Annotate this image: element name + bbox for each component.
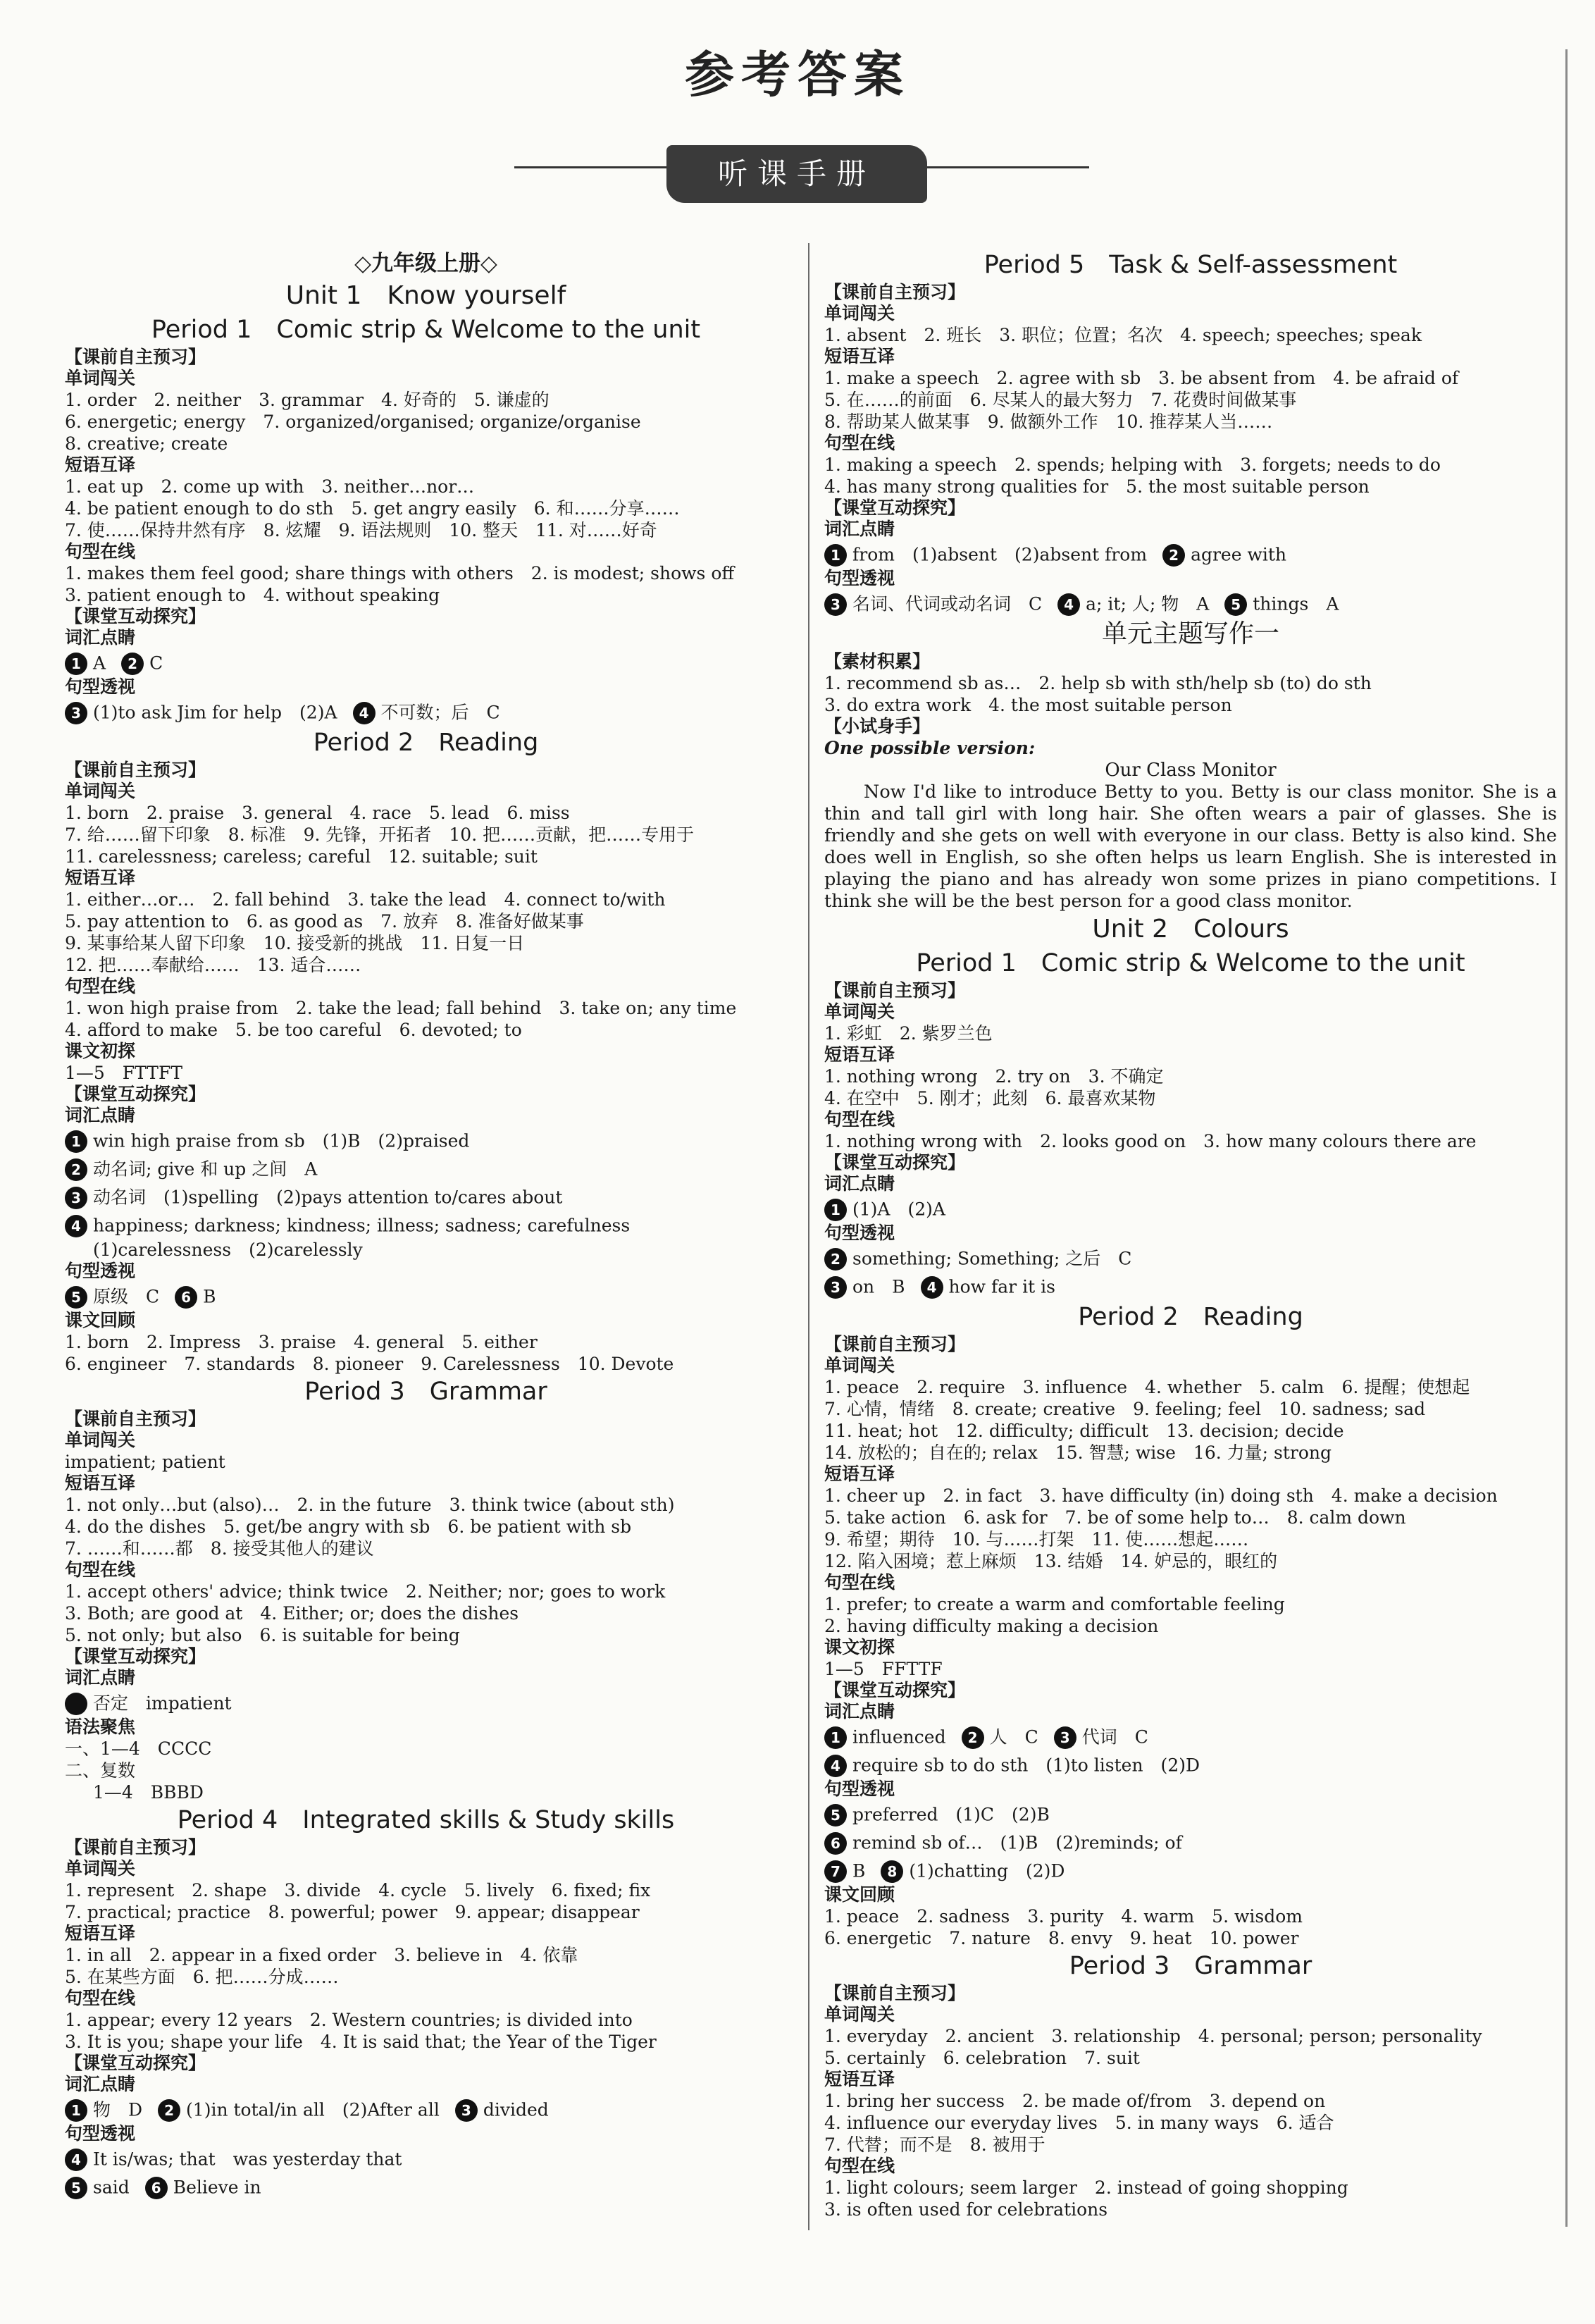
section-label: 【课前自主预习】 [824, 1983, 966, 2003]
circled-number-icon: 5 [1224, 593, 1247, 616]
circled-number-icon: 2 [962, 1726, 984, 1749]
section-label: 【课前自主预习】 [824, 980, 966, 1001]
page-title: 参考答案 [685, 46, 910, 104]
answer-text: 代词 C [1081, 1726, 1148, 1748]
answer-text: 物 D [93, 2099, 143, 2120]
answer-line: 9. 希望；期待 10. 与……打架 11. 使……想起…… [824, 1529, 1249, 1550]
circled-number-icon: 3 [455, 2099, 478, 2122]
answer-text: B [852, 1860, 866, 1881]
subsection-label: 词汇点睛 [824, 1173, 895, 1194]
section-label: 【课前自主预习】 [65, 760, 206, 780]
answer-text: C [149, 653, 163, 674]
subsection-label: 句型在线 [824, 433, 895, 453]
subsection-label: 课文回顾 [65, 1310, 136, 1330]
section-label: 【课前自主预习】 [824, 282, 966, 302]
circled-number-icon: 3 [824, 593, 847, 616]
circled-number-icon: 6 [175, 1286, 197, 1309]
answer-line: 5. certainly 6. celebration 7. suit [824, 2048, 1140, 2068]
answer-text: 否定 impatient [93, 1693, 232, 1714]
circled-number-icon: 2 [824, 1248, 847, 1271]
answer-line: 12. 陷入困境；惹上麻烦 13. 结婚 14. 妒忌的，眼红的 [824, 1551, 1278, 1571]
answer-text: It is/was; that was yesterday that [93, 2149, 402, 2170]
circled-answer-line [65, 648, 787, 676]
answer-line: 5. take action 6. ask for 7. be of some help to… 8. calm down [824, 1507, 1406, 1528]
answer-text: 原级 C [93, 1286, 160, 1307]
subsection-label: 句型在线 [65, 976, 136, 996]
answer-line: 6. energetic 7. nature 8. envy 9. heat 10. power [824, 1928, 1299, 1948]
answer-text: (1)A (2)A [852, 1199, 945, 1220]
subsection-label: 课文回顾 [824, 1884, 895, 1905]
circled-answer-line [824, 1800, 1557, 1828]
left-column [65, 248, 787, 2201]
answer-text: 动名词; give 和 up 之间 A [93, 1158, 318, 1180]
answer-text: 动名词 (1)spelling (2)pays attention to/cares about [93, 1187, 563, 1208]
circled-number-icon: 5 [65, 1286, 87, 1309]
circled-answer-line [824, 1856, 1557, 1884]
subsection-label: 短语互译 [824, 1044, 895, 1065]
answer-text: agree with [1191, 544, 1286, 565]
circled-number-icon: 1 [65, 2099, 87, 2122]
answer-line: 1. prefer; to create a warm and comfortable feeling [824, 1594, 1285, 1614]
circled-number-icon: 1 [65, 653, 87, 675]
subsection-label: 句型在线 [65, 1988, 136, 2008]
subsection-label: 句型在线 [824, 2156, 895, 2176]
answer-line: 4. influence our everyday lives 5. in many ways 6. 适合 [824, 2113, 1334, 2133]
answer-line: 1. born 2. praise 3. general 4. race 5. lead 6. miss [65, 803, 570, 823]
answer-line: 7. ……和……都 8. 接受其他人的建议 [65, 1538, 374, 1559]
answer-line: 1. peace 2. require 3. influence 4. whether 5. calm 6. 提醒；使想起 [824, 1377, 1470, 1397]
subsection-label: 短语互译 [824, 2069, 895, 2089]
answer-line: 1. bring her success 2. be made of/from 3. depend on [824, 2091, 1326, 2111]
answer-line: 3. is often used for celebrations [824, 2199, 1108, 2220]
circled-number-icon: 3 [1054, 1726, 1076, 1749]
circled-number-icon: 3 [65, 1187, 87, 1209]
subsection-label: 单词闯关 [824, 303, 895, 323]
subsection-label: 单词闯关 [824, 1355, 895, 1376]
essay-paragraph: Now I'd like to introduce Betty to you. Betty is our class monitor. She is a thin and tall girl with long hair. She often wears a pair of glasses. She is friendly and she gets on well with everyone in our class. Betty is also kind. She does well in English, so she often helps us learn English. She is interested in playing the piano and has already won some prizes in piano competitions. I think she will be the best person for a good class monitor. [824, 781, 1557, 912]
subsection-label: 短语互译 [65, 1473, 136, 1493]
answer-text: a; it; 人; 物 A [1086, 593, 1210, 614]
period-heading: Period 3 Grammar [304, 1378, 547, 1406]
answer-line: 1—5 FTTFT [65, 1063, 182, 1083]
answer-text: on B [852, 1276, 905, 1297]
answer-line: 1. nothing wrong 2. try on 3. 不确定 [824, 1066, 1164, 1087]
column-divider [808, 243, 809, 2230]
answer-text: how far it is [948, 1276, 1055, 1297]
answer-line: 7. practical; practice 8. powerful; power 9. appear; disappear [65, 1902, 640, 1922]
answer-text: A [93, 653, 106, 674]
grade-heading: ◇九年级上册◇ [354, 251, 497, 276]
subsection-label: 词汇点睛 [65, 1667, 136, 1688]
circled-number-icon: 4 [65, 1215, 87, 1237]
answer-line: 3. It is you; shape your life 4. It is said that; the Year of the Tiger [65, 2032, 657, 2052]
answer-line: 1. makes them feel good; share things with others 2. is modest; shows off [65, 563, 735, 583]
section-label: 【素材积累】 [824, 651, 931, 672]
circled-number-icon: 8 [881, 1860, 903, 1883]
circled-answer-line [65, 1154, 787, 1182]
answer-text: divided [483, 2099, 549, 2120]
circled-answer-line [824, 1244, 1557, 1272]
circled-answer-line [824, 589, 1557, 617]
subsection-label: 短语互译 [65, 867, 136, 888]
subsection-label: 单词闯关 [65, 1430, 136, 1450]
period-heading: Period 2 Reading [313, 729, 539, 757]
answer-line: 1. peace 2. sadness 3. purity 4. warm 5. wisdom [824, 1906, 1303, 1927]
unit-heading: 单元主题写作一 [1101, 619, 1279, 648]
answer-line: 1. light colours; seem larger 2. instead of going shopping [824, 2177, 1348, 2198]
circled-answer-line [824, 1194, 1557, 1223]
answer-text: happiness; darkness; kindness; illness; sadness; carefulness [93, 1215, 631, 1236]
answer-text: 人 C [989, 1726, 1038, 1748]
answer-text: from (1)absent (2)absent from [852, 544, 1148, 565]
answer-text: things A [1253, 593, 1339, 614]
circled-answer-line [65, 1688, 787, 1717]
subsection-label: 单词闯关 [65, 1858, 136, 1879]
answer-line: 5. pay attention to 6. as good as 7. 放弃 8. 准备好做某事 [65, 911, 584, 932]
section-banner: 听课手册 [666, 145, 927, 203]
circled-answer-line [65, 2095, 787, 2123]
period-heading: Period 4 Integrated skills & Study skills [177, 1806, 675, 1834]
answer-line: 3. patient enough to 4. without speaking [65, 585, 440, 605]
circled-number-icon: 1 [824, 544, 847, 567]
answer-line: 1. 彩虹 2. 紫罗兰色 [824, 1023, 993, 1044]
answer-line: 1. either…or… 2. fall behind 3. take the lead 4. connect to/with [65, 889, 666, 910]
circled-number-icon: 7 [824, 1860, 847, 1883]
subsection-label: 句型在线 [824, 1109, 895, 1130]
answer-line: 4. afford to make 5. be too careful 6. devoted; to [65, 1020, 522, 1040]
answer-line: 5. 在某些方面 6. 把……分成…… [65, 1967, 339, 1987]
answer-line: 二、复数 [65, 1760, 136, 1781]
answer-line: 7. 使……保持井然有序 8. 炫耀 9. 语法规则 10. 整天 11. 对……好奇 [65, 520, 657, 540]
circled-answer-line [824, 1722, 1557, 1750]
section-label: 【课堂互动探究】 [65, 2053, 206, 2073]
answer-line: 1—4 BBBD [93, 1782, 204, 1803]
subsection-label: 句型透视 [65, 2123, 136, 2144]
essay-title: Our Class Monitor [1105, 760, 1277, 781]
answer-text: (1)to ask Jim for help (2)A [93, 702, 337, 723]
answer-text: remind sb of… (1)B (2)reminds; of [852, 1832, 1182, 1853]
section-label: 【课前自主预习】 [824, 1334, 966, 1354]
circled-number-icon: 4 [353, 702, 376, 724]
section-label: 【课前自主预习】 [65, 1409, 206, 1429]
answer-line: 7. 代替；而不是 8. 被用于 [824, 2134, 1045, 2155]
essay-label: One possible version: [824, 738, 1036, 758]
subsection-label: 短语互译 [65, 455, 136, 475]
circled-number-icon: 2 [121, 653, 144, 675]
answer-line: 5. not only; but also 6. is suitable for being [65, 1625, 460, 1645]
answer-text: B [203, 1286, 216, 1307]
circled-number-icon: 1 [65, 1130, 87, 1153]
section-label: 【课堂互动探究】 [65, 606, 206, 626]
subsection-label: 词汇点睛 [65, 627, 136, 648]
answer-text: something; Something; 之后 C [852, 1248, 1132, 1269]
circled-number-icon [65, 1693, 87, 1715]
answer-line: 3. do extra work 4. the most suitable person [824, 695, 1232, 715]
answer-line: 11. carelessness; careless; careful 12. suitable; suit [65, 846, 538, 867]
answer-line: 1. appear; every 12 years 2. Western countries; is divided into [65, 2010, 633, 2030]
answer-text: Believe in [173, 2177, 261, 2198]
subsection-label: 词汇点睛 [65, 1105, 136, 1125]
circled-answer-line [824, 540, 1557, 568]
answer-line: 4. 在空中 5. 刚才；此刻 6. 最喜欢某物 [824, 1088, 1156, 1108]
answer-line: 3. Both; are good at 4. Either; or; does the dishes [65, 1603, 519, 1624]
subsection-label: 课文初探 [65, 1041, 136, 1061]
subsection-label: 词汇点睛 [65, 2074, 136, 2094]
answer-line: 1. won high praise from 2. take the lead; fall behind 3. take on; any time [65, 998, 737, 1018]
answer-line: 4. do the dishes 5. get/be angry with sb 6. be patient with sb [65, 1516, 632, 1537]
period-heading: Period 1 Comic strip & Welcome to the unit [916, 949, 1465, 977]
answer-text: said [93, 2177, 130, 2198]
subsection-label: 句型透视 [824, 1779, 895, 1799]
section-label: 【课堂互动探究】 [824, 1680, 966, 1700]
subsection-label: 语法聚焦 [65, 1717, 136, 1737]
answer-text: influenced [852, 1726, 946, 1748]
answer-line: 1. everyday 2. ancient 3. relationship 4. personal; person; personality [824, 2026, 1482, 2046]
answer-line: (1)carelessness (2)carelessly [93, 1240, 363, 1260]
circled-answer-line [65, 1282, 787, 1310]
circled-answer-line [65, 2144, 787, 2172]
subsection-label: 单词闯关 [65, 368, 136, 388]
subsection-label: 词汇点睛 [824, 1701, 895, 1722]
subsection-label: 句型透视 [65, 676, 136, 697]
answer-line: 7. 给……留下印象 8. 标准 9. 先锋，开拓者 10. 把……贡献，把……专用于 [65, 824, 695, 845]
circled-number-icon: 4 [65, 2149, 87, 2171]
subsection-label: 句型透视 [824, 568, 895, 588]
answer-line: 1. not only…but (also)… 2. in the future 3. think twice (about sth) [65, 1495, 675, 1515]
section-label: 【课前自主预习】 [65, 1837, 206, 1858]
answer-line: 9. 某事给某人留下印象 10. 接受新的挑战 11. 日复一日 [65, 933, 525, 953]
right-column [824, 248, 1557, 2220]
circled-number-icon: 4 [921, 1276, 943, 1299]
circled-answer-line [65, 1126, 787, 1154]
subsection-label: 句型透视 [824, 1223, 895, 1243]
period-heading: Period 1 Comic strip & Welcome to the unit [151, 316, 701, 344]
subsection-label: 句型在线 [65, 541, 136, 562]
answer-text: preferred (1)C (2)B [852, 1804, 1050, 1825]
answer-line: 2. having difficulty making a decision [824, 1616, 1159, 1636]
circled-number-icon: 4 [1057, 593, 1080, 616]
circled-answer-line [824, 1272, 1557, 1300]
answer-line: 4. be patient enough to do sth 5. get angry easily 6. 和……分享…… [65, 498, 680, 519]
answer-text: (1)in total/in all (2)After all [186, 2099, 440, 2120]
circled-number-icon: 2 [1162, 544, 1185, 567]
answer-line: 6. engineer 7. standards 8. pioneer 9. Carelessness 10. Devote [65, 1354, 674, 1374]
subsection-label: 句型透视 [65, 1261, 136, 1281]
answer-line: 7. 心情，情绪 8. create; creative 9. feeling; feel 10. sadness; sad [824, 1399, 1426, 1419]
circled-number-icon: 2 [158, 2099, 180, 2122]
subsection-label: 词汇点睛 [824, 519, 895, 539]
section-label: 【小试身手】 [824, 716, 931, 736]
page-border-line [1565, 49, 1568, 2227]
circled-number-icon: 2 [65, 1158, 87, 1181]
circled-answer-line [65, 1182, 787, 1211]
answer-line: 5. 在……的前面 6. 尽某人的最大努力 7. 花费时间做某事 [824, 390, 1297, 410]
period-heading: Period 2 Reading [1078, 1303, 1303, 1331]
banner-rule-left [514, 166, 669, 168]
circled-number-icon: 3 [65, 702, 87, 724]
answer-text: (1)chatting (2)D [909, 1860, 1065, 1881]
circled-answer-line [824, 1828, 1557, 1856]
circled-number-icon: 1 [824, 1726, 847, 1749]
section-label: 【课前自主预习】 [65, 347, 206, 367]
unit-heading: Unit 2 Colours [1092, 915, 1289, 944]
answer-line: 8. creative; create [65, 433, 228, 454]
circled-answer-line [824, 1750, 1557, 1779]
circled-number-icon: 5 [824, 1804, 847, 1827]
subsection-label: 单词闯关 [824, 1001, 895, 1022]
section-label: 【课堂互动探究】 [824, 497, 966, 518]
answer-line: 1. nothing wrong with 2. looks good on 3. how many colours there are [824, 1131, 1477, 1151]
subsection-label: 句型在线 [65, 1559, 136, 1580]
answer-line: 1. represent 2. shape 3. divide 4. cycle 5. lively 6. fixed; fix [65, 1880, 651, 1900]
answer-text: require sb to do sth (1)to listen (2)D [852, 1755, 1200, 1776]
answer-line: 12. 把……奉献给…… 13. 适合…… [65, 955, 361, 975]
subsection-label: 单词闯关 [65, 781, 136, 801]
circled-number-icon: 3 [824, 1276, 847, 1299]
answer-line: 1. in all 2. appear in a fixed order 3. believe in 4. 依靠 [65, 1945, 578, 1965]
answer-line: 1. order 2. neither 3. grammar 4. 好奇的 5. 谦虚的 [65, 390, 550, 410]
section-label: 【课堂互动探究】 [65, 1646, 206, 1667]
answer-line: 11. heat; hot 12. difficulty; difficult 13. decision; decide [824, 1421, 1344, 1441]
answer-line: 1. making a speech 2. spends; helping with 3. forgets; needs to do [824, 455, 1441, 475]
answer-line: 14. 放松的；自在的; relax 15. 智慧; wise 16. 力量; strong [824, 1442, 1332, 1463]
subsection-label: 短语互译 [65, 1923, 136, 1943]
answer-text: 名词、代词或动名词 C [852, 593, 1043, 614]
section-label: 【课堂互动探究】 [65, 1084, 206, 1104]
subsection-label: 短语互译 [824, 1464, 895, 1484]
answer-line: 1. cheer up 2. in fact 3. have difficulty (in) doing sth 4. make a decision [824, 1485, 1498, 1506]
period-heading: Period 3 Grammar [1069, 1952, 1312, 1980]
section-label: 【课堂互动探究】 [824, 1152, 966, 1173]
answer-text: win high praise from sb (1)B (2)praised [93, 1130, 470, 1151]
answer-text: 不可数；后 C [380, 702, 500, 723]
answer-line: 8. 帮助某人做某事 9. 做额外工作 10. 推荐某人当…… [824, 412, 1273, 432]
subsection-label: 单词闯关 [824, 2004, 895, 2025]
circled-number-icon: 1 [824, 1199, 847, 1221]
period-heading: Period 5 Task & Self-assessment [983, 251, 1398, 279]
banner-rule-right [927, 166, 1089, 168]
circled-number-icon: 4 [824, 1755, 847, 1777]
answer-line: 4. has many strong qualities for 5. the most suitable person [824, 476, 1370, 497]
circled-number-icon: 6 [145, 2177, 168, 2199]
circled-number-icon: 5 [65, 2177, 87, 2199]
answer-line: impatient; patient [65, 1452, 225, 1472]
subsection-label: 句型在线 [824, 1572, 895, 1593]
answer-line: 6. energetic; energy 7. organized/organised; organize/organise [65, 412, 641, 432]
unit-heading: Unit 1 Know yourself [285, 281, 566, 310]
circled-answer-line [65, 2172, 787, 2201]
answer-line: 一、1—4 CCCC [65, 1738, 212, 1759]
circled-answer-line [65, 698, 787, 726]
circled-answer-line [65, 1211, 787, 1239]
answer-line: 1. absent 2. 班长 3. 职位；位置；名次 4. speech; speeches; speak [824, 325, 1422, 345]
circled-number-icon: 6 [824, 1832, 847, 1855]
subsection-label: 课文初探 [824, 1637, 895, 1657]
answer-line: 1. recommend sb as… 2. help sb with sth/help sb (to) do sth [824, 673, 1372, 693]
answer-line: 1. make a speech 2. agree with sb 3. be absent from 4. be afraid of [824, 368, 1459, 388]
answer-line: 1. accept others' advice; think twice 2. Neither; nor; goes to work [65, 1581, 666, 1602]
answer-line: 1—5 FFTTF [824, 1659, 943, 1679]
answer-line: 1. eat up 2. come up with 3. neither…nor… [65, 476, 475, 497]
answer-line: 1. born 2. Impress 3. praise 4. general 5. either [65, 1332, 538, 1352]
subsection-label: 短语互译 [824, 346, 895, 366]
